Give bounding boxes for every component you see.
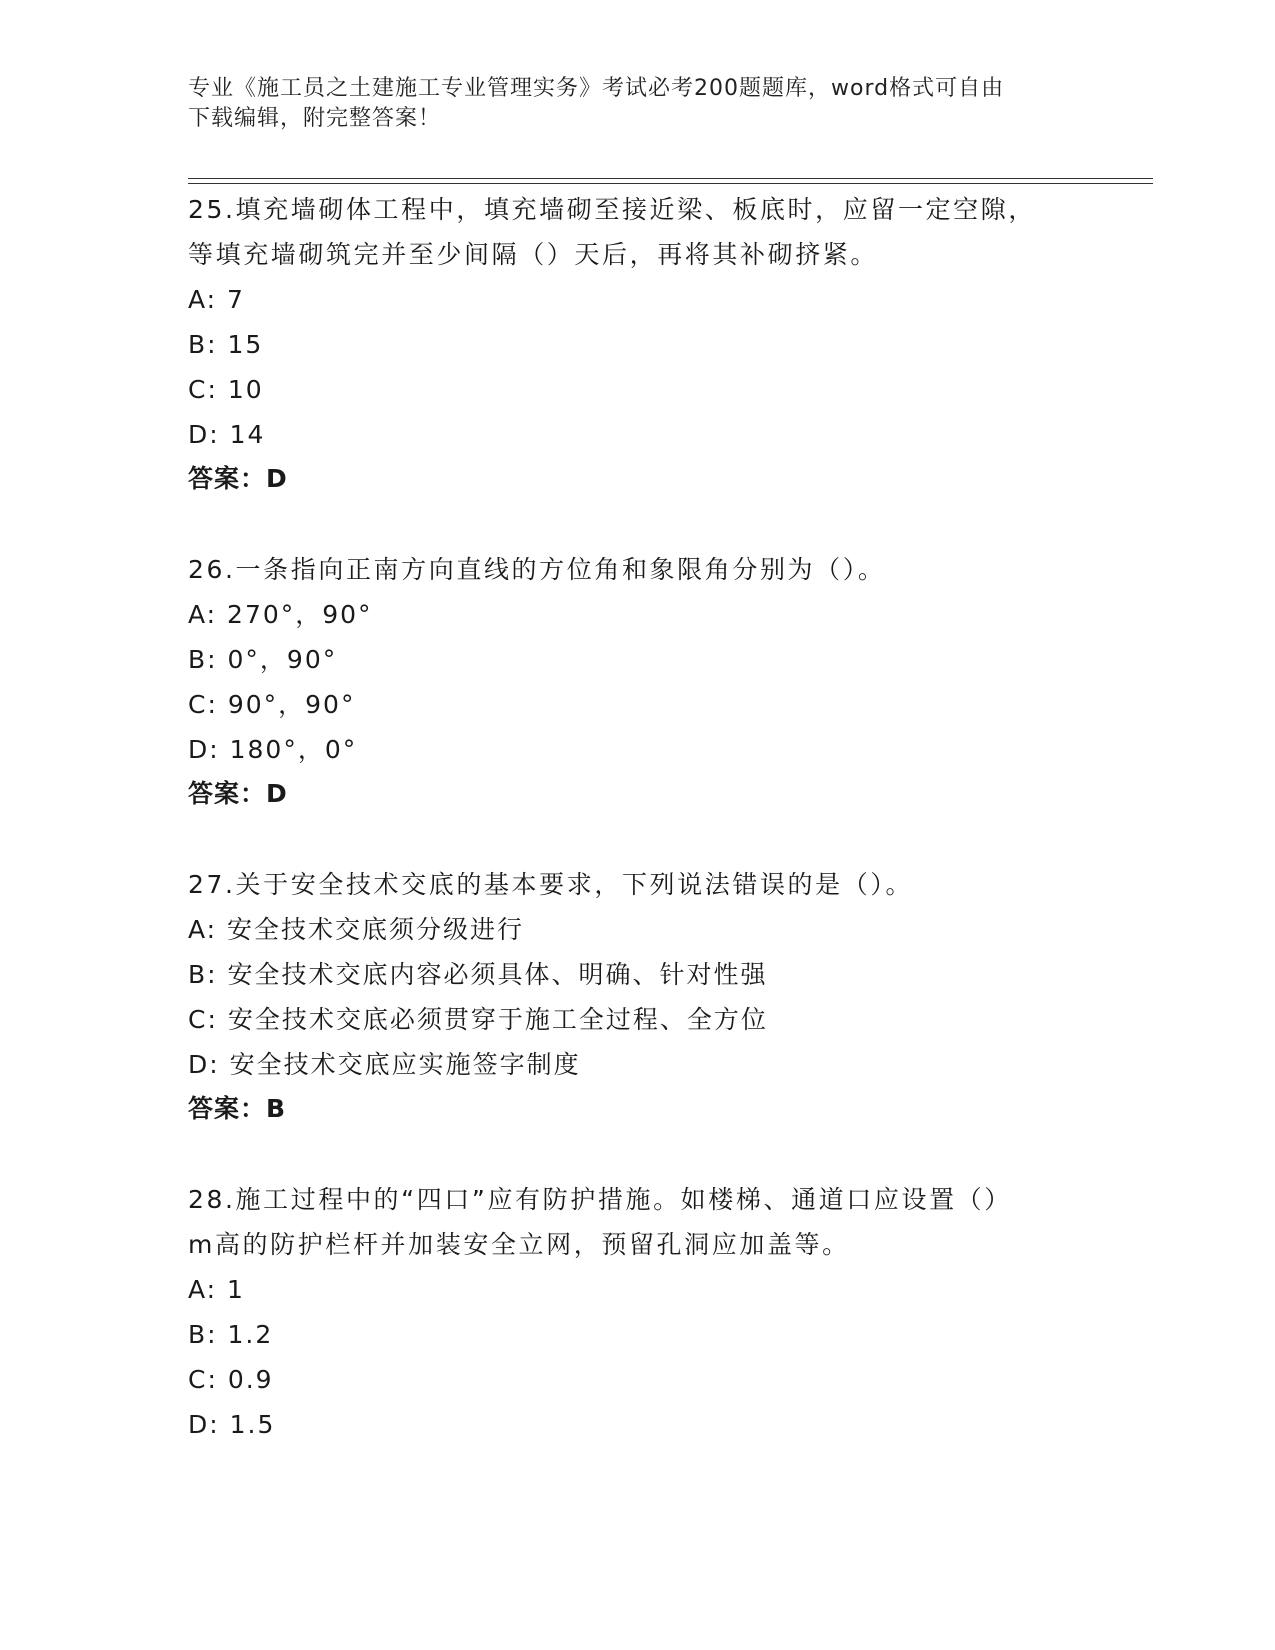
header-divider-bottom [188,183,1153,184]
option-c: C: 90°，90° [188,690,356,719]
option-c: C: 10 [188,375,264,404]
question-stem: 25.填充墙砌体工程中，填充墙砌至接近梁、板底时，应留一定空隙， [188,195,1036,224]
option-d: D: 14 [188,420,266,449]
option-d: D: 1.5 [188,1410,276,1439]
question-list [188,187,1078,1447]
option-b: B: 安全技术交底内容必须具体、明确、针对性强 [188,960,768,989]
question-27 [188,862,1078,1131]
option-a: A: 7 [188,285,245,314]
option-b: B: 15 [188,330,264,359]
answer: 答案：D [188,464,288,493]
question-stem: 28.施工过程中的“四口”应有防护措施。如楼梯、通道口应设置（） [188,1185,1012,1214]
answer: 答案：B [188,1094,287,1123]
question-28 [188,1177,1078,1447]
option-a: A: 1 [188,1275,245,1304]
option-a: A: 安全技术交底须分级进行 [188,915,525,944]
question-stem-continued: m高的防护栏杆并加装安全立网，预留孔洞应加盖等。 [188,1230,850,1259]
header-line-2: 下载编辑，附完整答案！ [188,106,442,131]
option-a: A: 270°，90° [188,600,373,629]
option-b: B: 0°，90° [188,645,338,674]
question-26 [188,547,1078,816]
option-d: D: 安全技术交底应实施签字制度 [188,1050,581,1079]
question-stem-continued: 等填充墙砌筑完并至少间隔（）天后，再将其补砌挤紧。 [188,240,879,269]
question-spacer [188,816,1078,862]
answer: 答案：D [188,779,288,808]
question-stem: 26.一条指向正南方向直线的方位角和象限角分别为（）。 [188,555,886,584]
header-line-1: 专业《施工员之土建施工专业管理实务》考试必考200题题库，word格式可自由 [188,76,1005,101]
document-header [188,74,1088,134]
option-b: B: 1.2 [188,1320,274,1349]
header-divider-top [188,178,1153,179]
question-25 [188,187,1078,501]
question-spacer [188,501,1078,547]
option-c: C: 0.9 [188,1365,274,1394]
option-c: C: 安全技术交底必须贯穿于施工全过程、全方位 [188,1005,768,1034]
option-d: D: 180°，0° [188,735,358,764]
question-stem: 27.关于安全技术交底的基本要求，下列说法错误的是（）。 [188,870,914,899]
question-spacer [188,1131,1078,1177]
